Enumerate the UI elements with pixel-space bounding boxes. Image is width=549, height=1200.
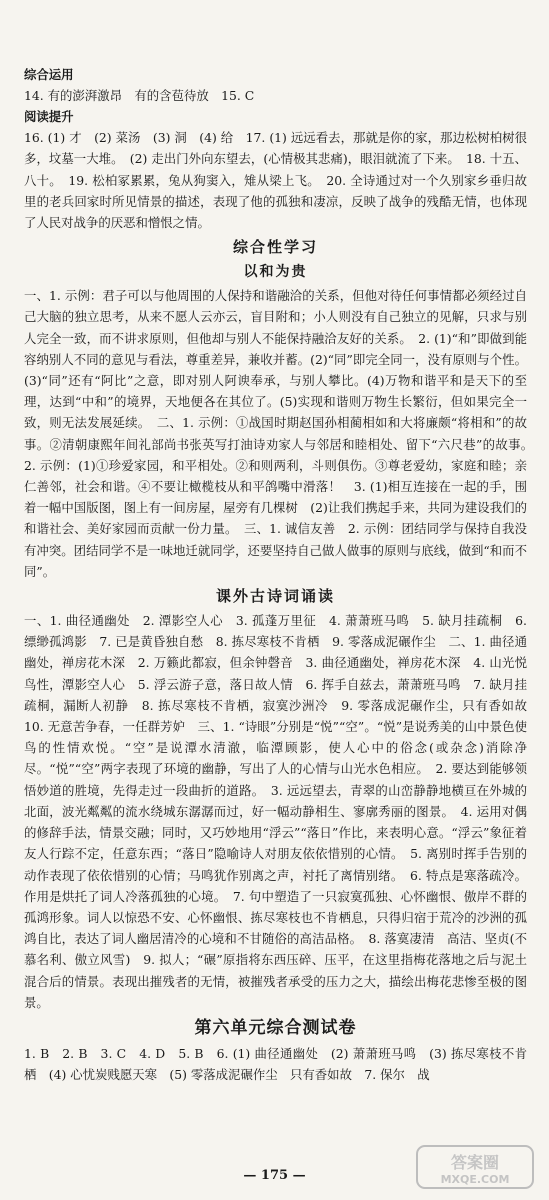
section-label-zonghe-yunyong: 综合运用: [24, 67, 74, 82]
section-subtitle-yihe-weigui: 以和为贵: [243, 264, 308, 281]
watermark-text: 答案圈: [450, 1153, 500, 1172]
yihe-weigui-answers: 一、1. 示例：君子可以与他周围的人保持和谐融洽的关系，但他对待任何事情都必须经过自己大脑的独立思考，从来不愿人云亦云，盲目附和；小人则没有自己独立的见解，只求与别人完全一致，而不讲求原则，但他却与别人不能保持融洽友好的关系。 2. (1)“和”即做到能容纳别人不同的意见与看法，尊重差异，兼收并蓄。(2)“同”即完全同一，没有原则与个性。(3)“同”还有“阿比”之意，即对别人阿谀奉承，与别人攀比。(4)万物和谐平和是天下的至理，达到“中和”的境界，天地便各在其位了。(5)实现和谐则万物生长繁衍，但如果完全一致，则无法发展延续。 二、1. 示例：①战国时期赵国孙相蔺相如和大将廉颇“将相和”的故事。②清朝康熙年间礼部尚书张英写打油诗劝家人与邻居和睦相处、留下“六尺巷”的故事。 2. 示例：(1)①珍爱家园，和平相处。②和则两利，斗则俱伤。③尊老爱幼，家庭和睦；亲仁善邻，社会和谐。④不要让橄榄枝从和平鸽嘴中滑落！ 3. (1)相互连接在一起的手，围着一幅中国版图，图上有一间房屋，屋旁有几棵树 (2)让我们携起手来，共同为建设我们的和谐社会、美好家园而贡献一份力量。 三、1. 诚信友善 2. 示例：团结同学与保持自我没有冲突。团结同学不是一味地迁就同学，还要坚持自己做人做事的原则与底线，做到“和而不同”。: [24, 288, 540, 579]
section-title-zonghexing-xuexi: 综合性学习: [232, 238, 318, 257]
section-title-kewai-gushici: 课外古诗词诵读: [215, 587, 335, 606]
zonghe-yunyong-answers: 14. 有的澎湃激昂 有的含苞待放 15. C: [24, 88, 255, 103]
page-number: — 175 —: [243, 1168, 306, 1183]
kewai-gushici-answers: 一、1. 曲径通幽处 2. 潭影空人心 3. 孤蓬万里征 4. 萧萧班马鸣 5. 缺月挂疏桐 6. 缥缈孤鸿影 7. 已是黄昏独自愁 8. 拣尽寒枝不肯栖 9. 零落成泥碾作尘 二、1. 曲径通幽处，禅房花木深 2. 万籁此都寂，但余钟磬音 3. 曲径通幽处，禅房花木深 4. 山光悦鸟性，潭影空人心 5. 浮云游子意，落日故人情 6. 挥手自兹去，萧萧班马鸣 7. 缺月挂疏桐，漏断人初静 8. 拣尽寒枝不肯栖，寂寞沙洲冷 9. 零落成泥碾作尘，只有香如故 10. 无意苦争春，一任群芳妒 三、1. “诗眼”分别是“悦”“空”。“悦”是说秀美的山中景色使鸟的性情欢悦。“空”是说潭水清澈，临潭顾影，使人心中的俗念(或杂念)消除净尽。“悦”“空”两字表现了环境的幽静，写出了人的心情与山光水色相应。 2. 要达到能够领悟妙道的胜境，先得走过一段曲折的道路。 3. 远远望去，青翠的山峦静静地横亘在外城的北面，波光粼粼的流水绕城东潺潺而过，好一幅动静相生、寥廓秀丽的图景。 4. 运用对偶的修辞手法，情景交融；同时，又巧妙地用“浮云”“落日”作比，来表明心意。“浮云”象征着友人行踪不定，任意东西；“落日”隐喻诗人对朋友依依惜别的心情。 5. 离别时挥手告别的动作表现了依依惜别的心情；马鸣犹作别离之声，衬托了离情别绪。 6. 特点是寒落疏冷。作用是烘托了词人冷落孤独的心境。 7. 句中塑造了一只寂寞孤独、心怀幽恨、傲岸不群的孤鸿形象。词人以惊恐不安、心怀幽恨、拣尽寒枝也不肯栖息，只得归宿于荒冷的沙洲的孤鸿自比，表达了词人幽居清冷的心境和不甘随俗的高洁品格。 8. 落寞凄清 高洁、坚贞(不慕名利、傲立风雪) 9. 拟人；“碾”原指将东西压碎、压平，在这里指梅花落地之后与泥土混合后的情景。表现出摧残者的无情，被摧残者承受的压力之大，描绘出梅花悲惨至极的图景。: [24, 613, 540, 1010]
section-label-yuedu-tisheng: 阅读提升: [24, 109, 74, 125]
watermark-domain: MXQE.COM: [440, 1173, 510, 1186]
section-title-unit-test: 第六单元综合测试卷: [194, 1017, 357, 1038]
unit-test-answers: 1. B 2. B 3. C 4. D 5. B 6. (1) 曲径通幽处 (2) 萧萧班马鸣 (3) 拣尽寒枝不肯栖 (4) 心忧炭贱愿天寒 (5) 零落成泥碾作尘 只有香如故 7. 保尔 战: [24, 1045, 527, 1083]
yuedu-tisheng-answers: 16. (1) 才 (2) 菜汤 (3) 洞 (4) 给 17. (1) 远远看去，那就是你的家，那边松树柏树很多，坟墓一大堆。 (2) 走出门外向东望去，(心情极其悲痛)，眼泪就流了下来。 18. 十五、八十。 19. 松柏冢累累，兔从狗窦入，雉从梁上飞。 20. 全诗通过对一个久别家乡垂归故里的老兵回家时所见情景的描述，表现了他的孤独和凄凉，反映了战争的残酷无情，也体现了人民对战争的厌恶和憎恨之情。: [24, 130, 527, 231]
watermark-logo: [415, 1144, 535, 1190]
